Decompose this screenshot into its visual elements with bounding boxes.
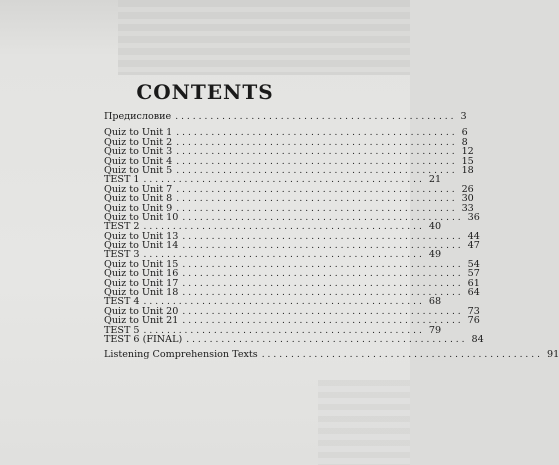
toc-entry-page: 8 bbox=[461, 136, 468, 148]
toc-entry-label: Quiz to Unit 7 bbox=[104, 183, 173, 195]
leader-dots: ................................................ bbox=[182, 231, 464, 242]
toc-entry-label: Предисловие bbox=[104, 111, 172, 122]
toc-entry bbox=[104, 315, 480, 327]
leader-dots: ................................................ bbox=[182, 306, 464, 317]
toc-entry-page: 40 bbox=[428, 221, 442, 233]
leader-dots: ................................................ bbox=[186, 334, 468, 345]
leader-dots: ................................................ bbox=[143, 222, 425, 233]
toc-entry bbox=[104, 333, 484, 345]
toc-entry-page: 36 bbox=[467, 211, 480, 223]
toc-entry-label: Quiz to Unit 8 bbox=[104, 193, 173, 205]
toc-entry-label: Quiz to Unit 13 bbox=[104, 230, 179, 242]
leader-dots: ................................................ bbox=[176, 203, 458, 214]
toc-entry-page: 15 bbox=[461, 155, 474, 167]
toc-entry bbox=[104, 287, 480, 299]
leader-dots: ................................................ bbox=[176, 147, 458, 158]
toc-entry-page: 6 bbox=[461, 127, 468, 139]
leader-dots: ................................................ bbox=[176, 184, 458, 195]
leader-dots: ................................................ bbox=[143, 175, 425, 186]
toc-entry-page: 44 bbox=[467, 230, 480, 242]
toc-entry-label: TEST 6 (FINAL) bbox=[104, 333, 183, 345]
toc-entry-page: 79 bbox=[428, 324, 442, 336]
toc-entry-page: 76 bbox=[467, 315, 480, 327]
toc-entry-label: Quiz to Unit 10 bbox=[104, 211, 179, 223]
toc-entry-label: TEST 1 bbox=[104, 174, 140, 186]
toc-entry-page: 68 bbox=[428, 296, 442, 308]
toc-entry-label: Listening Comprehension Texts bbox=[104, 349, 258, 361]
toc-entry-label: Quiz to Unit 3 bbox=[104, 146, 173, 158]
toc-entry-label: Quiz to Unit 17 bbox=[104, 277, 179, 289]
bleed-through-text-top bbox=[118, 0, 410, 75]
leader-dots: ................................................ bbox=[143, 250, 425, 261]
toc-entry-label: Quiz to Unit 14 bbox=[104, 240, 179, 252]
toc-entry-label: Quiz to Unit 15 bbox=[104, 258, 179, 270]
toc-entry-page: 33 bbox=[461, 202, 474, 214]
leader-dots: ................................................ bbox=[182, 316, 464, 327]
leader-dots: ................................................ bbox=[176, 128, 458, 139]
toc-entry-label: TEST 4 bbox=[104, 296, 140, 308]
leader-dots: ................................................ bbox=[182, 259, 464, 270]
leader-dots: ................................................ bbox=[176, 156, 458, 167]
toc-entry-page: 21 bbox=[428, 174, 442, 186]
toc-entry-page: 49 bbox=[428, 249, 442, 261]
leader-dots: ................................................ bbox=[176, 194, 458, 205]
toc-entry-page: 64 bbox=[467, 287, 480, 299]
toc-entry-page: 47 bbox=[467, 240, 480, 252]
leader-dots: ................................................ bbox=[176, 165, 458, 176]
toc-entry bbox=[104, 111, 467, 122]
toc-entry-page: 91 bbox=[547, 349, 559, 361]
toc-entry-label: Quiz to Unit 18 bbox=[104, 287, 179, 299]
leader-dots: ................................................ bbox=[182, 278, 464, 289]
toc-entry-label: TEST 5 bbox=[104, 324, 140, 336]
leader-dots: ................................................ bbox=[175, 112, 457, 122]
toc-entry bbox=[104, 349, 559, 361]
toc-entry-label: Quiz to Unit 16 bbox=[104, 268, 179, 280]
toc-entry-label: Quiz to Unit 5 bbox=[104, 164, 173, 176]
toc-entry-page: 84 bbox=[471, 333, 484, 345]
bleed-through-text-bottom bbox=[318, 380, 410, 465]
leader-dots: ................................................ bbox=[143, 297, 425, 308]
toc-entry-label: Quiz to Unit 20 bbox=[104, 305, 179, 317]
toc-entry bbox=[104, 164, 474, 176]
toc-entry-page: 73 bbox=[467, 305, 480, 317]
table-of-contents bbox=[104, 111, 559, 361]
toc-entry-label: Quiz to Unit 1 bbox=[104, 127, 173, 139]
toc-entry-label: Quiz to Unit 2 bbox=[104, 136, 173, 148]
toc-entry-page: 57 bbox=[467, 268, 480, 280]
toc-entry bbox=[104, 211, 480, 223]
leader-dots: ................................................ bbox=[182, 241, 464, 252]
toc-entry-label: Quiz to Unit 21 bbox=[104, 315, 179, 327]
toc-entry-page: 18 bbox=[461, 164, 474, 176]
toc-entry-page: 61 bbox=[467, 277, 480, 289]
leader-dots: ................................................ bbox=[182, 288, 464, 299]
leader-dots: ................................................ bbox=[143, 325, 425, 336]
toc-entry-label: Quiz to Unit 9 bbox=[104, 202, 173, 214]
toc-entry bbox=[104, 240, 480, 252]
toc-entry-label: TEST 2 bbox=[104, 221, 140, 233]
leader-dots: ................................................ bbox=[261, 350, 544, 361]
page-title: CONTENTS bbox=[136, 80, 274, 104]
toc-entry-page: 30 bbox=[461, 193, 474, 205]
toc-entry-page: 3 bbox=[460, 111, 467, 122]
toc-entry-page: 54 bbox=[467, 258, 480, 270]
leader-dots: ................................................ bbox=[182, 269, 464, 280]
toc-entry-page: 26 bbox=[461, 183, 474, 195]
leader-dots: ................................................ bbox=[182, 212, 464, 223]
toc-entry-page: 12 bbox=[461, 146, 474, 158]
toc-entry-label: TEST 3 bbox=[104, 249, 140, 261]
leader-dots: ................................................ bbox=[176, 137, 458, 148]
toc-entry-label: Quiz to Unit 4 bbox=[104, 155, 173, 167]
